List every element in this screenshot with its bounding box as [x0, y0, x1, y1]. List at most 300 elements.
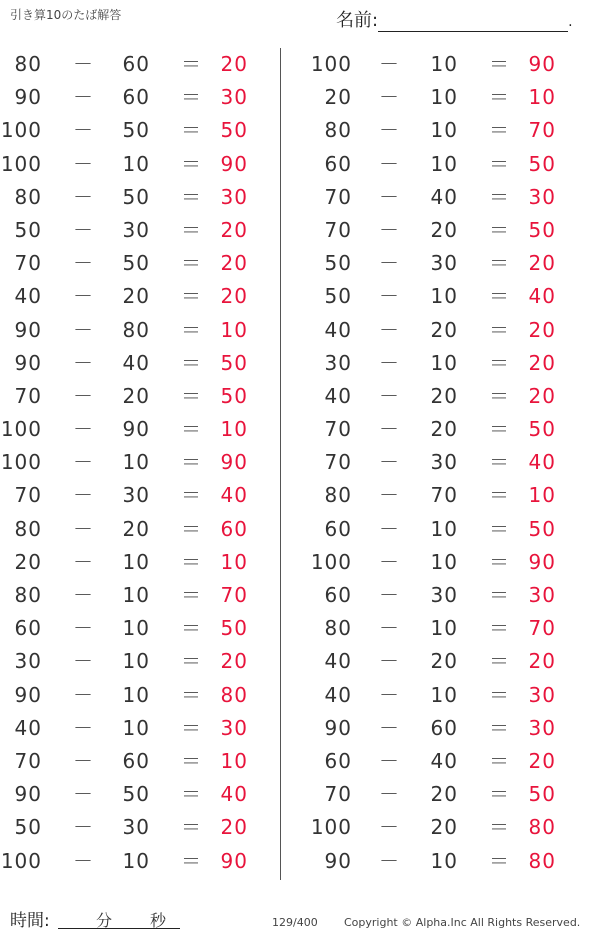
equals-sign: ＝	[489, 516, 509, 541]
minuend: 90	[14, 682, 42, 707]
minuend: 70	[324, 782, 352, 807]
subtrahend: 10	[122, 715, 150, 740]
answer: 30	[220, 85, 248, 110]
problem-row	[0, 413, 280, 446]
subtrahend: 50	[122, 782, 150, 807]
minuend: 80	[324, 616, 352, 641]
equals-sign: ＝	[489, 52, 509, 76]
problem-row	[298, 114, 600, 147]
subtrahend: 10	[430, 682, 458, 707]
minuend: 40	[324, 383, 352, 408]
name-field	[336, 6, 573, 32]
minus-sign: －	[73, 450, 93, 475]
subtrahend: 10	[122, 682, 150, 707]
answer: 10	[220, 748, 248, 773]
subtrahend: 50	[122, 184, 150, 209]
answer: 50	[220, 350, 248, 375]
minus-sign: －	[379, 350, 399, 375]
subtrahend: 10	[430, 52, 458, 76]
answer: 20	[220, 815, 248, 840]
equals-sign: ＝	[489, 184, 509, 209]
minutes-label: 分	[96, 911, 113, 930]
minus-sign: －	[73, 184, 93, 209]
problem-row	[298, 347, 600, 380]
minus-sign: －	[379, 85, 399, 110]
minuend: 80	[324, 483, 352, 508]
subtrahend: 20	[430, 417, 458, 442]
equals-sign: ＝	[181, 184, 201, 209]
equals-sign: ＝	[181, 782, 201, 807]
equals-sign: ＝	[489, 317, 509, 342]
answer: 20	[220, 217, 248, 242]
minus-sign: －	[73, 317, 93, 342]
left-problem-column	[0, 48, 280, 878]
answer: 50	[528, 417, 556, 442]
minus-sign: －	[73, 782, 93, 807]
minus-sign: －	[73, 85, 93, 110]
subtrahend: 30	[430, 450, 458, 475]
minuend: 100	[0, 151, 42, 176]
answer: 90	[528, 52, 556, 76]
answer: 10	[220, 417, 248, 442]
subtrahend: 10	[430, 284, 458, 309]
subtrahend: 60	[122, 748, 150, 773]
minuend: 70	[324, 417, 352, 442]
minuend: 80	[14, 52, 42, 76]
subtrahend: 60	[122, 52, 150, 76]
minus-sign: －	[73, 715, 93, 740]
minus-sign: －	[379, 649, 399, 674]
equals-sign: ＝	[489, 583, 509, 607]
answer: 20	[220, 52, 248, 76]
minus-sign: －	[73, 583, 93, 607]
equals-sign: ＝	[489, 483, 509, 508]
problem-row	[0, 81, 280, 114]
minus-sign: －	[379, 848, 399, 873]
problem-row	[298, 778, 600, 811]
minus-sign: －	[379, 284, 399, 309]
answer: 20	[528, 383, 556, 408]
minus-sign: －	[73, 649, 93, 674]
answer: 30	[528, 682, 556, 707]
column-divider	[280, 48, 281, 880]
minus-sign: －	[73, 549, 93, 574]
right-problem-column	[298, 48, 600, 878]
minuend: 90	[14, 85, 42, 110]
subtrahend: 90	[122, 417, 150, 442]
equals-sign: ＝	[181, 483, 201, 508]
subtrahend: 30	[122, 217, 150, 242]
equals-sign: ＝	[181, 85, 201, 110]
minus-sign: －	[379, 417, 399, 442]
subtrahend: 10	[122, 616, 150, 641]
minus-sign: －	[73, 516, 93, 541]
subtrahend: 50	[122, 251, 150, 276]
answer: 30	[528, 715, 556, 740]
minuend: 90	[324, 715, 352, 740]
answer: 40	[528, 450, 556, 475]
answer: 50	[220, 383, 248, 408]
equals-sign: ＝	[181, 417, 201, 442]
minuend: 60	[324, 748, 352, 773]
minus-sign: －	[73, 217, 93, 242]
problem-row	[298, 413, 600, 446]
minuend: 40	[324, 317, 352, 342]
minus-sign: －	[73, 151, 93, 176]
equals-sign: ＝	[489, 616, 509, 641]
minuend: 20	[324, 85, 352, 110]
answer: 20	[528, 251, 556, 276]
equals-sign: ＝	[181, 52, 201, 76]
minuend: 80	[324, 118, 352, 143]
equals-sign: ＝	[489, 815, 509, 840]
subtrahend: 10	[122, 151, 150, 176]
seconds-label: 秒	[150, 911, 167, 930]
equals-sign: ＝	[489, 682, 509, 707]
document-title: 引き算10のたば解答	[10, 8, 122, 22]
problem-row	[298, 745, 600, 778]
answer: 60	[220, 516, 248, 541]
equals-sign: ＝	[489, 151, 509, 176]
subtrahend: 20	[430, 782, 458, 807]
minuend: 30	[324, 350, 352, 375]
problem-row	[298, 181, 600, 214]
minuend: 90	[14, 350, 42, 375]
subtrahend: 70	[430, 483, 458, 508]
minuend: 100	[0, 118, 42, 143]
minuend: 60	[14, 616, 42, 641]
problem-row	[298, 679, 600, 712]
minuend: 70	[14, 251, 42, 276]
problem-row	[298, 712, 600, 745]
minus-sign: －	[379, 682, 399, 707]
answer: 90	[220, 848, 248, 873]
problem-row	[0, 679, 280, 712]
minus-sign: －	[73, 52, 93, 76]
answer: 80	[528, 848, 556, 873]
minuend: 60	[324, 583, 352, 607]
problem-row	[0, 513, 280, 546]
subtrahend: 30	[122, 483, 150, 508]
subtrahend: 10	[122, 549, 150, 574]
subtrahend: 20	[122, 383, 150, 408]
minuend: 100	[0, 417, 42, 442]
problem-row	[0, 114, 280, 147]
equals-sign: ＝	[181, 682, 201, 707]
answer: 50	[528, 217, 556, 242]
subtrahend: 20	[122, 516, 150, 541]
answer: 90	[220, 450, 248, 475]
subtrahend: 20	[430, 383, 458, 408]
subtrahend: 30	[122, 815, 150, 840]
subtrahend: 10	[430, 118, 458, 143]
minuend: 90	[14, 317, 42, 342]
problem-row	[0, 712, 280, 745]
problem-row	[298, 612, 600, 645]
minuend: 40	[14, 284, 42, 309]
subtrahend: 20	[430, 217, 458, 242]
minuend: 50	[324, 251, 352, 276]
minuend: 50	[14, 217, 42, 242]
minuend: 70	[14, 383, 42, 408]
answer: 20	[220, 649, 248, 674]
subtrahend: 10	[122, 583, 150, 607]
problem-row	[298, 48, 600, 81]
problem-row	[298, 479, 600, 512]
subtrahend: 10	[122, 649, 150, 674]
equals-sign: ＝	[489, 118, 509, 143]
answer: 20	[220, 251, 248, 276]
minus-sign: －	[73, 682, 93, 707]
subtrahend: 10	[430, 848, 458, 873]
minus-sign: －	[73, 350, 93, 375]
problem-row	[0, 247, 280, 280]
minus-sign: －	[379, 748, 399, 773]
problem-row	[298, 845, 600, 878]
minuend: 70	[324, 450, 352, 475]
problem-row	[0, 546, 280, 579]
answer: 20	[528, 748, 556, 773]
minuend: 70	[14, 748, 42, 773]
answer: 10	[528, 483, 556, 508]
equals-sign: ＝	[181, 450, 201, 475]
subtrahend: 30	[430, 583, 458, 607]
problem-row	[0, 579, 280, 612]
answer: 80	[528, 815, 556, 840]
equals-sign: ＝	[181, 383, 201, 408]
problem-row	[0, 811, 280, 844]
footer	[0, 904, 600, 934]
equals-sign: ＝	[181, 815, 201, 840]
equals-sign: ＝	[489, 417, 509, 442]
subtrahend: 40	[122, 350, 150, 375]
equals-sign: ＝	[489, 715, 509, 740]
subtrahend: 10	[430, 85, 458, 110]
minuend: 50	[14, 815, 42, 840]
problem-row	[0, 314, 280, 347]
minuend: 50	[324, 284, 352, 309]
answer: 40	[528, 284, 556, 309]
equals-sign: ＝	[181, 715, 201, 740]
minus-sign: －	[73, 748, 93, 773]
problem-row	[0, 479, 280, 512]
minuend: 100	[0, 848, 42, 873]
minus-sign: －	[379, 549, 399, 574]
answer: 50	[528, 151, 556, 176]
problem-row	[0, 214, 280, 247]
subtrahend: 80	[122, 317, 150, 342]
equals-sign: ＝	[489, 85, 509, 110]
minus-sign: －	[379, 815, 399, 840]
minuend: 70	[324, 184, 352, 209]
problem-row	[298, 446, 600, 479]
answer: 40	[220, 782, 248, 807]
equals-sign: ＝	[181, 251, 201, 276]
equals-sign: ＝	[489, 848, 509, 873]
problem-row	[0, 612, 280, 645]
minuend: 100	[310, 815, 352, 840]
minus-sign: －	[379, 217, 399, 242]
minuend: 80	[14, 516, 42, 541]
equals-sign: ＝	[181, 748, 201, 773]
minus-sign: －	[379, 616, 399, 641]
answer: 10	[220, 317, 248, 342]
minus-sign: －	[379, 118, 399, 143]
equals-sign: ＝	[181, 151, 201, 176]
minuend: 80	[14, 184, 42, 209]
problem-row	[0, 645, 280, 678]
minus-sign: －	[379, 516, 399, 541]
minuend: 100	[310, 549, 352, 574]
problem-row	[0, 446, 280, 479]
minuend: 100	[310, 52, 352, 76]
minus-sign: －	[379, 52, 399, 76]
answer: 30	[220, 184, 248, 209]
minus-sign: －	[379, 782, 399, 807]
minus-sign: －	[73, 251, 93, 276]
answer: 20	[528, 317, 556, 342]
minus-sign: －	[379, 383, 399, 408]
minuend: 40	[324, 649, 352, 674]
problem-row	[298, 546, 600, 579]
problem-row	[0, 745, 280, 778]
equals-sign: ＝	[489, 748, 509, 773]
answer: 40	[220, 483, 248, 508]
minus-sign: －	[379, 251, 399, 276]
equals-sign: ＝	[489, 251, 509, 276]
subtrahend: 20	[122, 284, 150, 309]
equals-sign: ＝	[181, 217, 201, 242]
copyright-notice: Copyright © Alpha.Inc All Rights Reserved.	[344, 916, 581, 929]
minus-sign: －	[73, 848, 93, 873]
subtrahend: 20	[430, 317, 458, 342]
equals-sign: ＝	[181, 118, 201, 143]
problem-row	[0, 845, 280, 878]
answer: 90	[528, 549, 556, 574]
subtrahend: 10	[122, 848, 150, 873]
answer: 70	[528, 616, 556, 641]
answer: 90	[220, 151, 248, 176]
equals-sign: ＝	[181, 284, 201, 309]
minus-sign: －	[379, 715, 399, 740]
minuend: 40	[14, 715, 42, 740]
problem-row	[298, 645, 600, 678]
subtrahend: 10	[430, 549, 458, 574]
minus-sign: －	[379, 151, 399, 176]
subtrahend: 20	[430, 649, 458, 674]
answer: 70	[220, 583, 248, 607]
equals-sign: ＝	[181, 616, 201, 641]
problem-row	[298, 380, 600, 413]
answer: 70	[528, 118, 556, 143]
answer: 50	[220, 118, 248, 143]
minus-sign: －	[379, 583, 399, 607]
problem-row	[0, 181, 280, 214]
problem-row	[298, 513, 600, 546]
answer: 30	[528, 583, 556, 607]
subtrahend: 40	[430, 748, 458, 773]
answer: 10	[528, 85, 556, 110]
problem-row	[0, 280, 280, 313]
equals-sign: ＝	[181, 583, 201, 607]
problem-row	[0, 48, 280, 81]
answer: 30	[528, 184, 556, 209]
minus-sign: －	[73, 616, 93, 641]
minus-sign: －	[73, 417, 93, 442]
subtrahend: 30	[430, 251, 458, 276]
problem-row	[0, 380, 280, 413]
equals-sign: ＝	[181, 516, 201, 541]
problem-row	[298, 81, 600, 114]
subtrahend: 60	[122, 85, 150, 110]
answer: 50	[220, 616, 248, 641]
minus-sign: －	[379, 317, 399, 342]
minus-sign: －	[379, 483, 399, 508]
subtrahend: 50	[122, 118, 150, 143]
minuend: 20	[14, 549, 42, 574]
subtrahend: 10	[430, 350, 458, 375]
minus-sign: －	[73, 284, 93, 309]
equals-sign: ＝	[181, 848, 201, 873]
problem-row	[298, 811, 600, 844]
equals-sign: ＝	[489, 549, 509, 574]
equals-sign: ＝	[489, 450, 509, 475]
equals-sign: ＝	[489, 649, 509, 674]
problem-row	[298, 214, 600, 247]
answer: 80	[220, 682, 248, 707]
problem-row	[0, 347, 280, 380]
subtrahend: 20	[430, 815, 458, 840]
minuend: 30	[14, 649, 42, 674]
subtrahend: 40	[430, 184, 458, 209]
answer: 50	[528, 516, 556, 541]
problem-row	[0, 778, 280, 811]
minuend: 60	[324, 151, 352, 176]
minuend: 80	[14, 583, 42, 607]
time-label: 時間:	[10, 911, 50, 931]
subtrahend: 10	[430, 616, 458, 641]
minuend: 60	[324, 516, 352, 541]
equals-sign: ＝	[181, 549, 201, 574]
equals-sign: ＝	[489, 782, 509, 807]
name-label: 名前:	[336, 10, 379, 31]
minuend: 90	[324, 848, 352, 873]
subtrahend: 60	[430, 715, 458, 740]
answer: 10	[220, 549, 248, 574]
equals-sign: ＝	[489, 284, 509, 309]
answer: 20	[220, 284, 248, 309]
answer: 20	[528, 350, 556, 375]
equals-sign: ＝	[489, 217, 509, 242]
subtrahend: 10	[430, 516, 458, 541]
equals-sign: ＝	[489, 383, 509, 408]
answer: 30	[220, 715, 248, 740]
problem-row	[298, 280, 600, 313]
equals-sign: ＝	[181, 317, 201, 342]
problem-row	[298, 579, 600, 612]
equals-sign: ＝	[181, 649, 201, 674]
minus-sign: －	[73, 815, 93, 840]
minus-sign: －	[73, 483, 93, 508]
subtrahend: 10	[122, 450, 150, 475]
answer: 50	[528, 782, 556, 807]
minuend: 90	[14, 782, 42, 807]
problem-row	[0, 148, 280, 181]
problem-row	[298, 314, 600, 347]
answer: 20	[528, 649, 556, 674]
problem-row	[298, 148, 600, 181]
minus-sign: －	[379, 450, 399, 475]
